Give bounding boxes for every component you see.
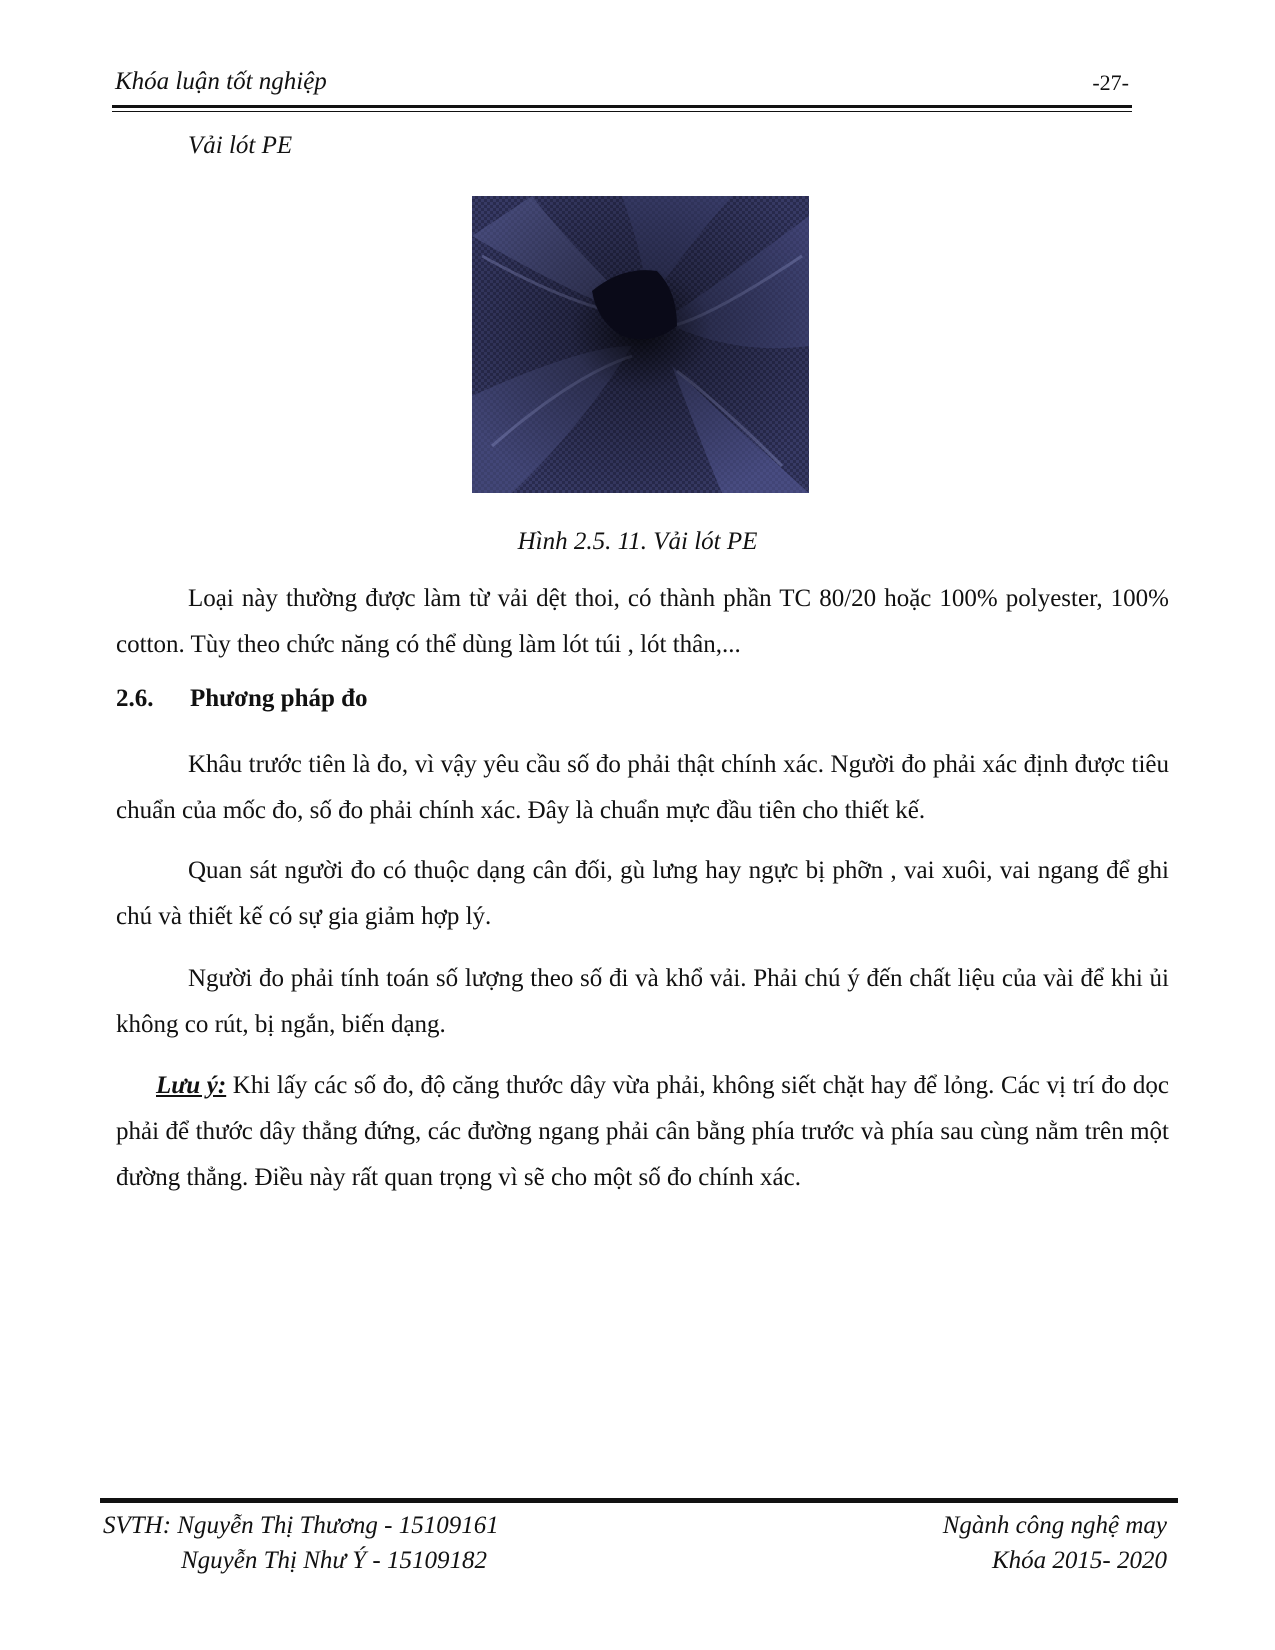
paragraph-1-text: Loại này thường được làm từ vải dệt thoi, có thành phần TC 80/20 hoặc 100% polyester, 100% cotton. Tùy theo chức năng có thể dùng làm lót túi , lót thân,...	[116, 585, 1169, 658]
fabric-illustration	[472, 196, 809, 493]
footer-major: Ngành công nghệ may	[942, 1512, 1167, 1539]
note-label: Lưu ý:	[156, 1072, 227, 1099]
header-rule	[112, 105, 1132, 108]
header-title: Khóa luận tốt nghiệp	[115, 68, 327, 95]
paragraph-3	[116, 848, 1169, 940]
paragraph-1	[116, 576, 1169, 668]
paragraph-2-text: Khâu trước tiên là đo, vì vậy yêu cầu số đo phải thật chính xác. Người đo phải xác định được tiêu chuẩn của mốc đo, số đo phải chính xác. Đây là chuẩn mực đầu tiên cho thiết kế.	[116, 751, 1169, 824]
section-label: Vải lót PE	[188, 132, 293, 159]
paragraph-3-text: Quan sát người đo có thuộc dạng cân đối, gù lưng hay ngực bị phỡn , vai xuôi, vai ngang để ghi chú và thiết kế có sự gia giảm hợp lý.	[116, 857, 1169, 930]
paragraph-4	[116, 956, 1169, 1048]
note-paragraph	[116, 1063, 1169, 1201]
page-number: -27-	[1092, 70, 1129, 95]
header-rule-thin	[112, 111, 1132, 112]
fabric-photo	[472, 196, 809, 493]
section-title: Phương pháp đo	[190, 685, 368, 712]
paragraph-2	[116, 742, 1169, 834]
footer-author-1: SVTH: Nguyễn Thị Thương - 15109161	[103, 1512, 499, 1539]
figure-caption: Hình 2.5. 11. Vải lót PE	[517, 528, 758, 555]
paragraph-4-text: Người đo phải tính toán số lượng theo số đi và khổ vải. Phải chú ý đến chất liệu của vài để khi ủi không co rút, bị ngắn, biến dạng.	[116, 965, 1169, 1038]
note-text: Khi lấy các số đo, độ căng thước dây vừa phải, không siết chặt hay để lỏng. Các vị trí đo dọc phải để thước dây thẳng đứng, các đường ngang phải cân bằng phía trước và phía sau cùng nằm trên một đường thẳng. Điều này rất quan trọng vì sẽ cho một số đo chính xác.	[116, 1072, 1169, 1191]
footer-author-2: Nguyễn Thị Như Ý - 15109182	[181, 1547, 488, 1574]
footer-course: Khóa 2015- 2020	[992, 1547, 1167, 1574]
section-number: 2.6.	[116, 685, 154, 712]
footer-rule	[100, 1498, 1178, 1503]
